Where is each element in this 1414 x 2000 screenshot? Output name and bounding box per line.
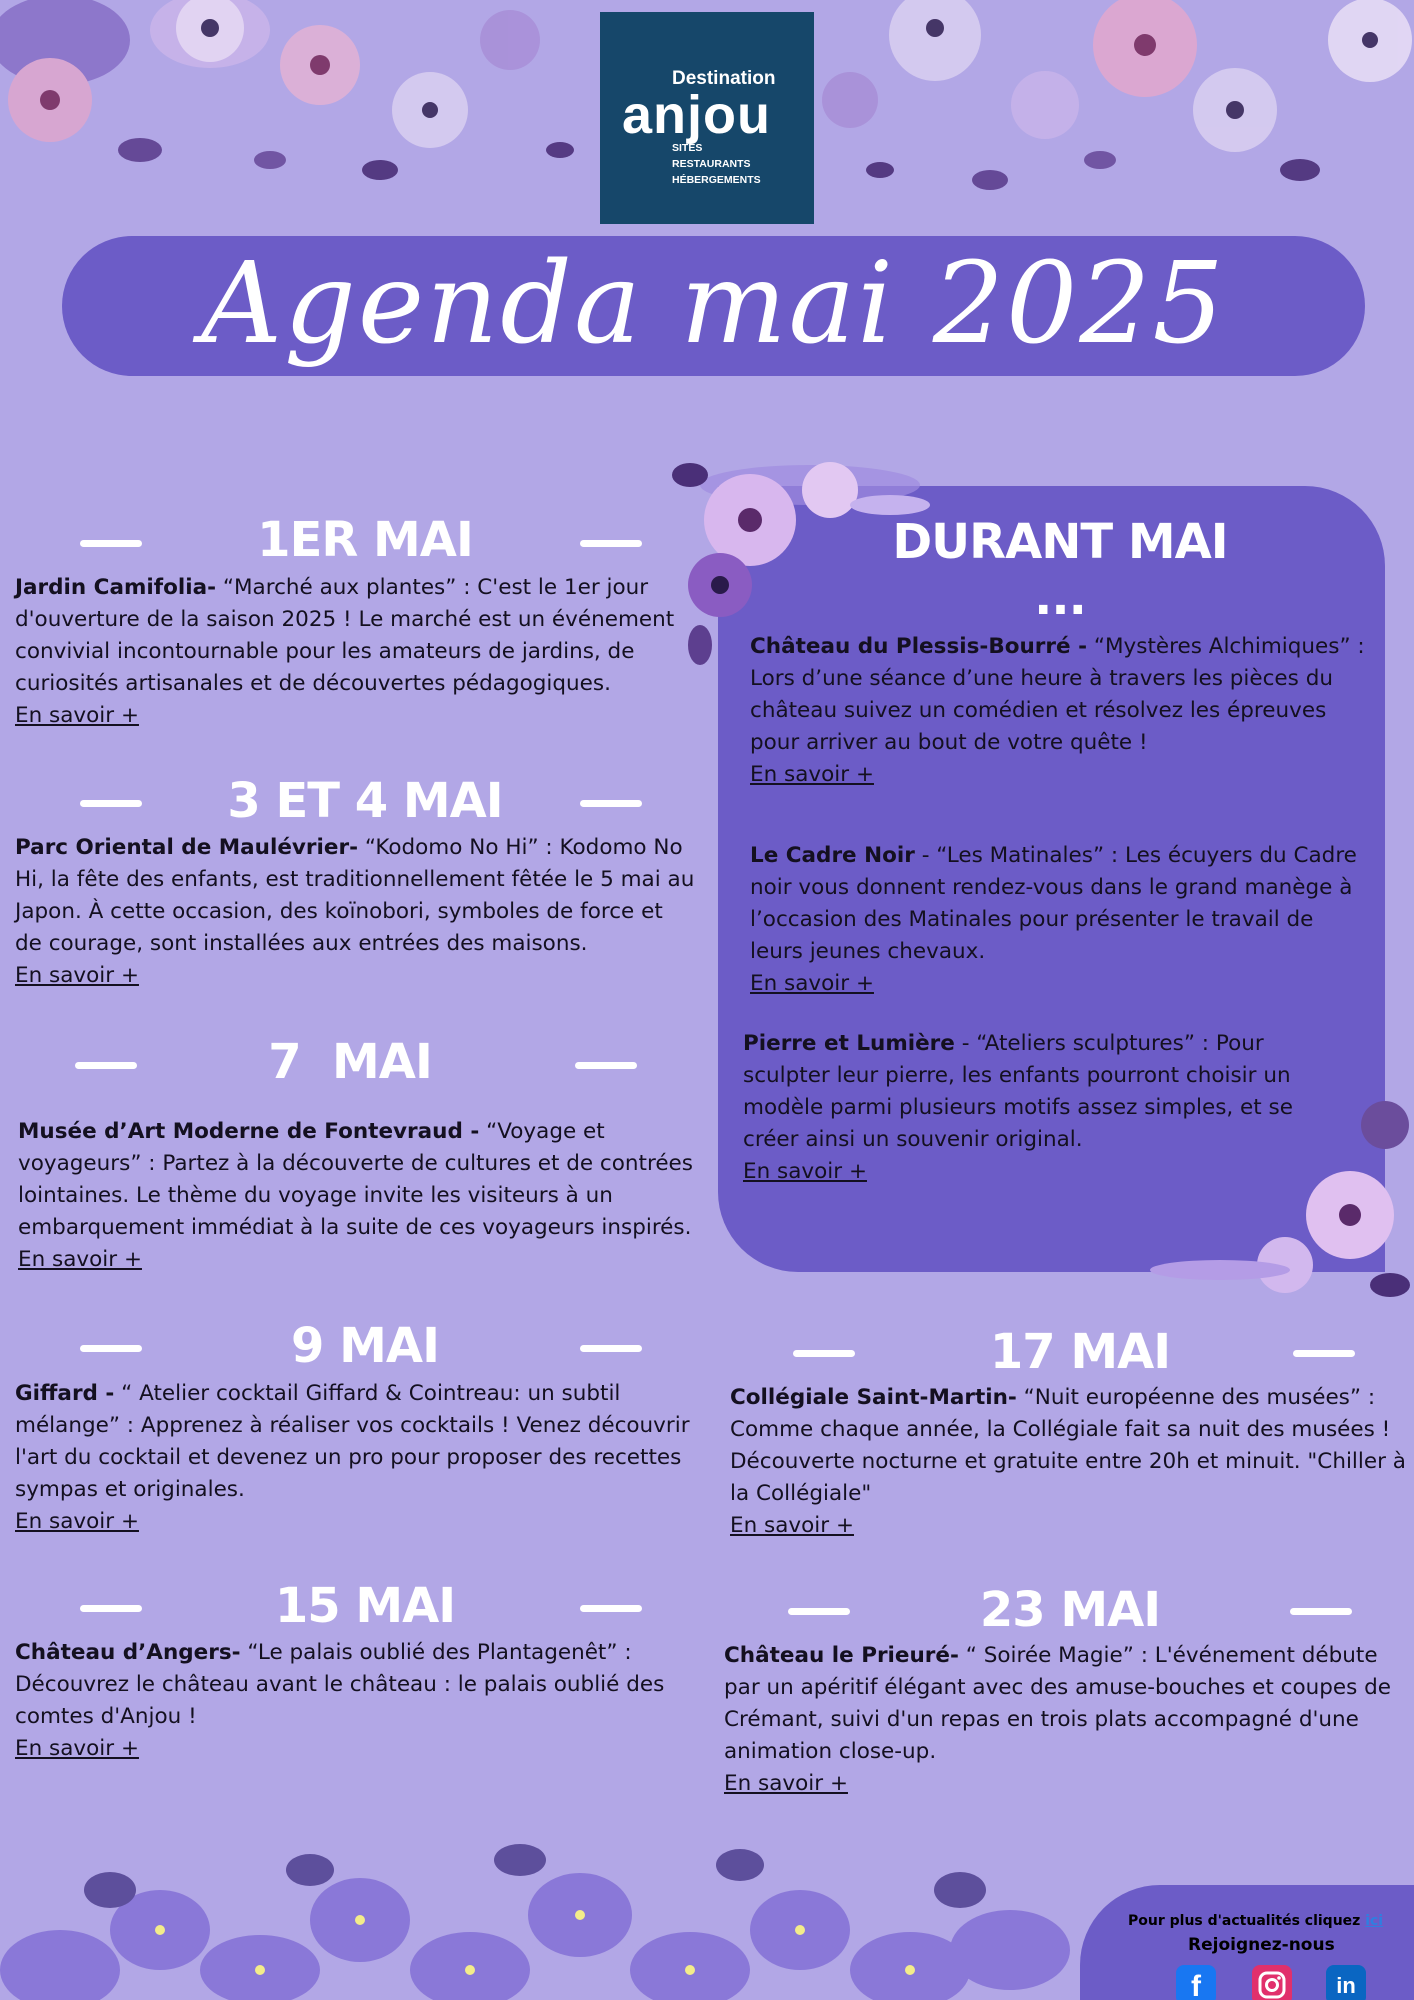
event-venue: Jardin Camifolia- [15,575,217,600]
en-savoir-plus-link[interactable]: En savoir + [15,703,139,728]
event-plessis-bourre [750,631,1370,791]
en-savoir-plus-link[interactable]: En savoir + [15,1736,139,1761]
social-footer [1080,1885,1414,2000]
instagram-glyph [1252,1965,1292,2000]
event-description: “Mystères Alchimiques” : Lors d’une séance d’une heure à travers les pièces du château suivez un comédien et résolvez les épreuves pour arriver au bout de votre quête ! [750,634,1365,755]
event-venue: Château du Plessis-Bourré - [750,634,1087,659]
date-heading-1-mai: 1ER MAI [257,512,473,568]
instagram-icon[interactable] [1252,1965,1292,2000]
event-maulevrier [15,832,695,992]
date-heading-7-mai: 7 MAI [268,1034,432,1090]
heading-dash [75,1062,137,1069]
date-heading-17-mai: 17 MAI [989,1324,1171,1380]
logo-line-sites: SITES [672,142,703,154]
heading-dash [80,1605,142,1612]
event-description: “Le palais oublié des Plantagenêt” : Découvrez le château avant le château : le palais oublié des comtes d'Anjou ! [15,1640,665,1729]
en-savoir-plus-link[interactable]: En savoir + [724,1771,848,1796]
heading-dash [788,1608,850,1615]
event-venue: Musée d’Art Moderne de Fontevraud - [18,1119,480,1144]
event-description: “ Soirée Magie” : L'événement débute par un apéritif élégant avec des amuse-bouches et coupes de Crémant, suivi d'un repas en trois plats accompagné d'une animation close-up. [724,1643,1392,1764]
event-camifolia [15,572,695,732]
heading-dash [80,1345,142,1352]
en-savoir-plus-link[interactable]: En savoir + [743,1159,867,1184]
durant-mai-heading: DURANT MAI ... [892,514,1228,626]
event-fontevraud [18,1116,708,1276]
logo-line-hebergements: HÉBERGEMENTS [672,174,761,186]
en-savoir-plus-link[interactable]: En savoir + [730,1513,854,1538]
event-description: “Nuit européenne des musées” : Comme chaque année, la Collégiale fait sa nuit des musées ! Découverte nocturne et gratuite entre 20h et minuit. "Chiller à la Collégiale" [730,1385,1406,1506]
footer-join-text: Rejoignez-nous [1188,1935,1335,1955]
logo-tagline [672,140,761,188]
heading-dash [580,540,642,547]
event-venue: Parc Oriental de Maulévrier- [15,835,359,860]
event-description: - “Les Matinales” : Les écuyers du Cadre noir vous donnent rendez-vous dans le grand manège à l’occasion des Matinales pour présenter le travail de leurs jeunes chevaux. [750,843,1357,964]
logo-destination: Destination [672,68,776,89]
event-venue: Château d’Angers- [15,1640,241,1665]
event-description: - “Ateliers sculptures” : Pour sculpter leur pierre, les enfants pourront choisir un modèle parmi plusieurs motifs assez simples, et se créer ainsi un souvenir original. [743,1031,1293,1152]
event-cadre-noir [750,840,1370,1000]
footer-news-text: Pour plus d'actualités cliquez [1128,1913,1361,1929]
date-heading-15-mai: 15 MAI [274,1578,456,1634]
date-heading-9-mai: 9 MAI [291,1318,439,1374]
event-angers [15,1637,705,1765]
facebook-icon[interactable]: f [1176,1965,1216,2000]
heading-dash [1293,1350,1355,1357]
event-giffard [15,1378,705,1538]
event-description: “ Atelier cocktail Giffard & Cointreau: un subtil mélange” : Apprenez à réaliser vos cocktails ! Venez découvrir l'art du cocktail et devenez un pro pour proposer des recettes sympas et originales. [15,1381,690,1502]
page-title: Agenda mai 2025 [201,239,1226,369]
event-saint-martin [730,1382,1410,1542]
event-venue: Le Cadre Noir [750,843,915,868]
footer-news-link[interactable]: ici [1365,1913,1384,1929]
date-heading-3-4-mai: 3 ET 4 MAI [227,773,503,829]
en-savoir-plus-link[interactable]: En savoir + [15,1509,139,1534]
en-savoir-plus-link[interactable]: En savoir + [18,1247,142,1272]
heading-dash [580,1345,642,1352]
heading-dash [1290,1608,1352,1615]
destination-anjou-logo [600,12,814,224]
event-venue: Château le Prieuré- [724,1643,959,1668]
event-venue: Pierre et Lumière [743,1031,955,1056]
event-description: “Kodomo No Hi” : Kodomo No Hi, la fête des enfants, est traditionnellement fêtée le 5 mai au Japon. À cette occasion, des koïnobori, symboles de force et de courage, sont installées aux entrées des maisons. [15,835,695,956]
event-prieure [724,1640,1414,1800]
linkedin-icon[interactable]: in [1326,1965,1366,2000]
en-savoir-plus-link[interactable]: En savoir + [15,963,139,988]
event-description: “Voyage et voyageurs” : Partez à la découverte de cultures et de contrées lointaines. Le thème du voyage invite les visiteurs à un embarquement immédiat à la suite de ces voyageurs inspirés. [18,1119,693,1240]
en-savoir-plus-link[interactable]: En savoir + [750,971,874,996]
event-description: “Marché aux plantes” : C'est le 1er jour d'ouverture de la saison 2025 ! Le marché est un événement convivial incontournable pour les amateurs de jardins, de curiosités artisanales et de découvertes pédagogiques. [15,575,675,696]
event-venue: Giffard - [15,1381,115,1406]
title-banner [62,236,1365,376]
event-pierre-lumiere [743,1028,1333,1188]
en-savoir-plus-link[interactable]: En savoir + [750,762,874,787]
flower-decoration-bottom [0,1820,1090,2000]
heading-dash [575,1062,637,1069]
logo-brand: anjou [622,85,771,145]
event-venue: Collégiale Saint-Martin- [730,1385,1017,1410]
heading-dash [80,800,142,807]
heading-dash [80,540,142,547]
heading-dash [580,1605,642,1612]
heading-dash [793,1350,855,1357]
heading-dash [580,800,642,807]
logo-line-restaurants: RESTAURANTS [672,158,751,170]
date-heading-23-mai: 23 MAI [979,1582,1161,1638]
footer-news-note [1128,1913,1383,1929]
